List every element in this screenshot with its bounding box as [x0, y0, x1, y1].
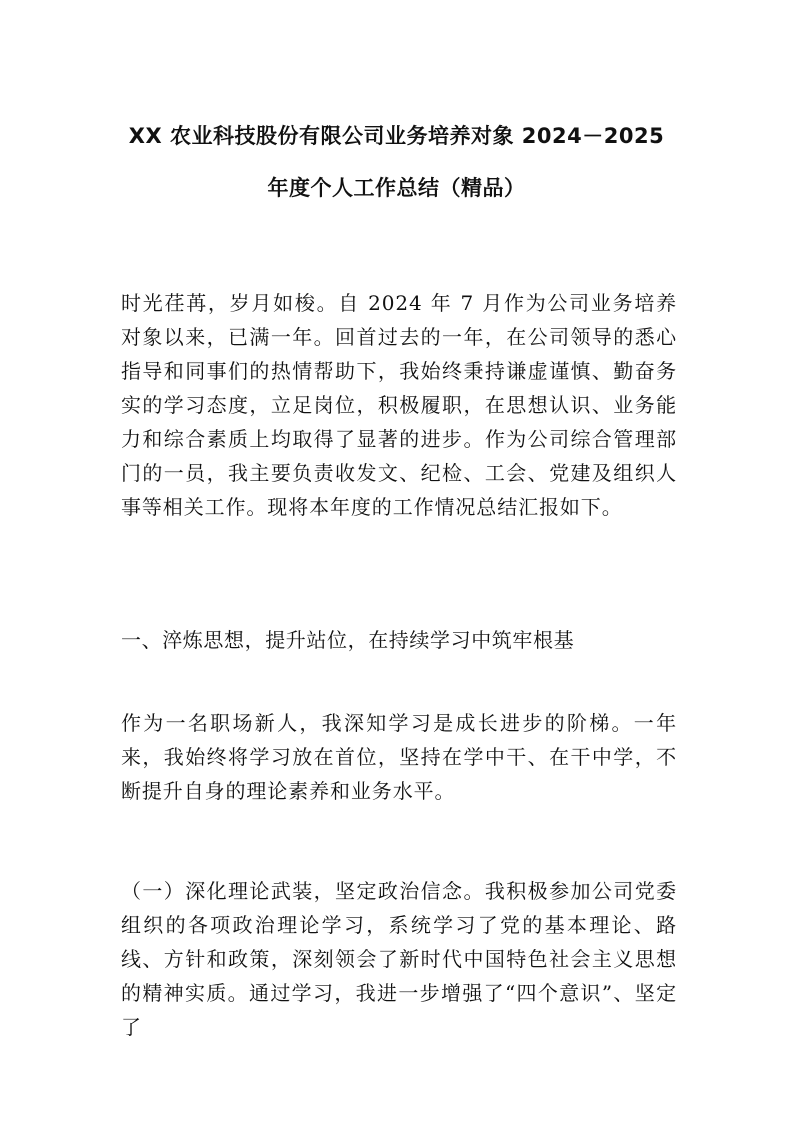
- subsection-1-paragraph: （一）深化理论武装，坚定政治信念。我积极参加公司党委组织的各项政治理论学习，系统学习了党的基本理论、路线、方针和政策，深刻领会了新时代中国特色社会主义思想的精神实质。通过学习，我进一步增强了“四个意识”、坚定了: [121, 879, 677, 1039]
- section-heading-1: 一、淬炼思想，提升站位，在持续学习中筑牢根基: [121, 628, 575, 652]
- document-title: [100, 126, 693, 199]
- title-line-1: XX 农业科技股份有限公司业务培养对象 2024－2025: [128, 124, 665, 148]
- title-line-2: 年度个人工作总结（精品）: [267, 176, 526, 200]
- section-1-paragraph: 作为一名职场新人，我深知学习是成长进步的阶梯。一年来，我始终将学习放在首位，坚持在学中干、在干中学，不断提升自身的理论素养和业务水平。: [121, 711, 677, 803]
- intro-paragraph: 时光荏苒，岁月如梭。自 2024 年 7 月作为公司业务培养对象以来，已满一年。回首过去的一年，在公司领导的悉心指导和同事们的热情帮助下，我始终秉持谦虚谨慎、勤奋务实的学习态度，立足岗位，积极履职，在思想认识、业务能力和综合素质上均取得了显著的进步。作为公司综合管理部门的一员，我主要负责收发文、纪检、工会、党建及组织人事等相关工作。现将本年度的工作情况总结汇报如下。: [121, 291, 677, 519]
